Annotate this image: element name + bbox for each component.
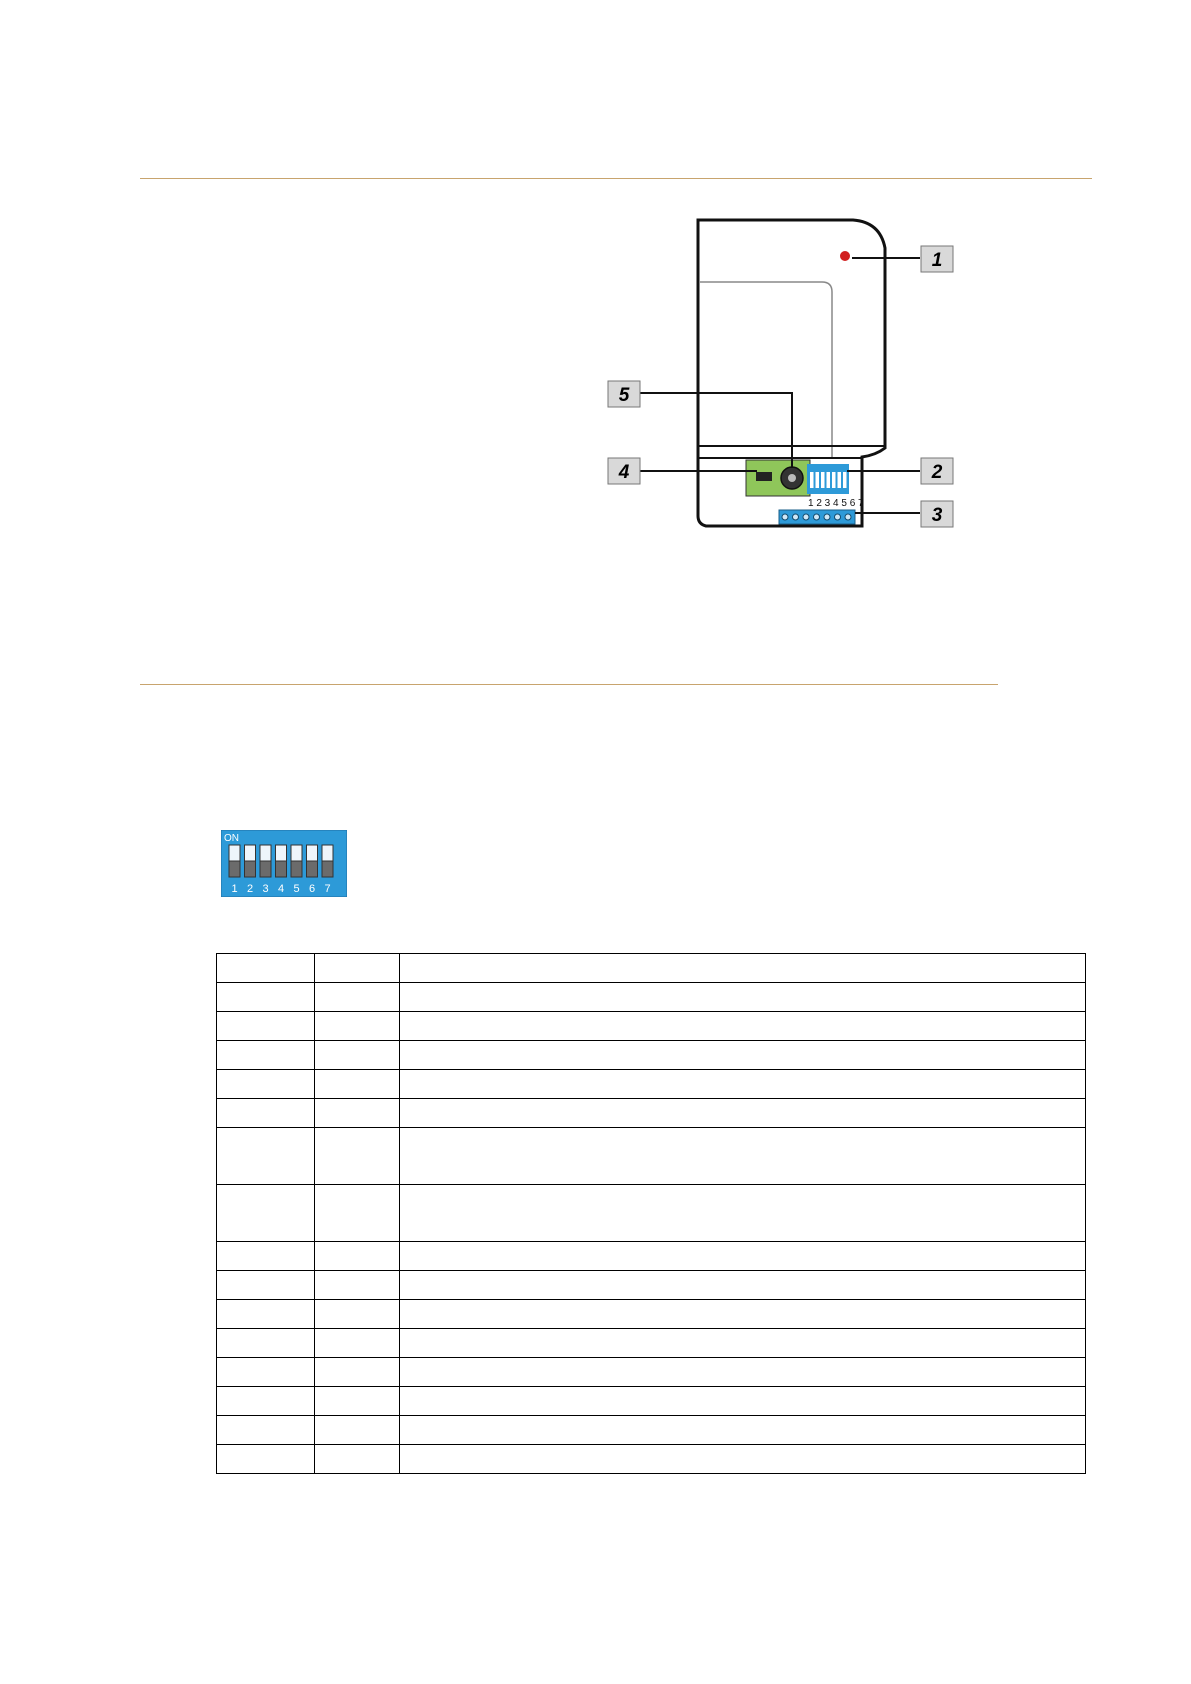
table-cell <box>400 1416 1086 1445</box>
table-row <box>217 1041 1086 1070</box>
terminal-screw <box>845 514 851 520</box>
dip-lever-knob <box>229 861 240 877</box>
dip-number-label: 6 <box>308 883 316 895</box>
table-row <box>217 1242 1086 1271</box>
section-divider-top <box>140 178 1092 179</box>
dip-lever-knob <box>322 861 333 877</box>
table-cell <box>315 1185 400 1242</box>
status-led <box>840 251 850 261</box>
table-cell <box>315 1070 400 1099</box>
dip-number-label: 4 <box>277 883 285 895</box>
terminal-screw <box>835 514 841 520</box>
dip-lever-knob <box>291 861 302 877</box>
svg-text:4: 4 <box>618 462 630 483</box>
mini-dip-numbers: 1 2 3 4 5 6 7 <box>808 498 864 509</box>
table-cell <box>217 1329 315 1358</box>
table-row <box>217 1099 1086 1128</box>
dip-lever-knob <box>245 861 256 877</box>
mini-dip-lever <box>827 472 831 488</box>
callout-5 <box>608 381 640 407</box>
mini-dip-lever <box>810 472 814 488</box>
table-cell <box>400 1041 1086 1070</box>
callout-1 <box>921 246 953 272</box>
dip-switch-illustration <box>221 830 347 897</box>
table-cell <box>315 1358 400 1387</box>
table-cell <box>400 983 1086 1012</box>
terminal-block <box>779 510 855 524</box>
table-row <box>217 1128 1086 1185</box>
table-cell <box>400 1329 1086 1358</box>
table-cell <box>315 1416 400 1445</box>
svg-text:2: 2 <box>931 462 943 483</box>
mini-dip-lever <box>832 472 836 488</box>
table-cell <box>217 954 315 983</box>
svg-text:5: 5 <box>618 385 630 406</box>
table-cell <box>315 983 400 1012</box>
callout-4 <box>608 458 640 484</box>
table-cell <box>315 1012 400 1041</box>
table-cell <box>217 983 315 1012</box>
dip-number-label: 2 <box>246 883 254 895</box>
table-row <box>217 1300 1086 1329</box>
mini-dip-lever <box>821 472 825 488</box>
table-cell <box>400 1242 1086 1271</box>
table-row <box>217 954 1086 983</box>
table-cell <box>217 1041 315 1070</box>
table-cell <box>400 1185 1086 1242</box>
dip-number-label: 3 <box>262 883 269 895</box>
table-cell <box>400 954 1086 983</box>
table-cell <box>217 1242 315 1271</box>
dip-lever-knob <box>276 861 287 877</box>
table-row <box>217 1070 1086 1099</box>
table-cell <box>400 1445 1086 1474</box>
dip-on-label: ON <box>224 833 239 844</box>
table-cell <box>315 1300 400 1329</box>
table-cell <box>217 1185 315 1242</box>
table-cell <box>400 1099 1086 1128</box>
table-cell <box>217 1012 315 1041</box>
terminal-screw <box>793 514 799 520</box>
mini-dip-lever <box>816 472 820 488</box>
table-cell <box>217 1358 315 1387</box>
dip-number-label: 7 <box>324 883 331 895</box>
table-cell <box>217 1416 315 1445</box>
dip-number-label: 1 <box>231 883 238 895</box>
table-cell <box>400 1358 1086 1387</box>
table-row <box>217 1271 1086 1300</box>
callout-2 <box>921 458 953 484</box>
potentiometer-shaft <box>788 474 796 482</box>
terminal-screw <box>782 514 788 520</box>
terminal-screw <box>814 514 820 520</box>
table-cell <box>400 1012 1086 1041</box>
table-cell <box>315 1242 400 1271</box>
mini-dip-lever <box>843 472 847 488</box>
dip-lever-knob <box>307 861 318 877</box>
table-cell <box>315 1329 400 1358</box>
table-row <box>217 1416 1086 1445</box>
table-cell <box>315 1128 400 1185</box>
table-row <box>217 1445 1086 1474</box>
table-cell <box>217 1070 315 1099</box>
section-divider-middle <box>140 684 998 685</box>
table-row <box>217 1358 1086 1387</box>
table-cell <box>400 1070 1086 1099</box>
table-cell <box>217 1387 315 1416</box>
device-diagram <box>600 210 980 540</box>
terminal-screw <box>803 514 809 520</box>
table-row <box>217 1387 1086 1416</box>
mini-dip-switch <box>807 464 849 494</box>
table-cell <box>217 1300 315 1329</box>
callout-3 <box>921 501 953 527</box>
table-cell <box>315 954 400 983</box>
table-cell <box>315 1041 400 1070</box>
table-cell <box>315 1271 400 1300</box>
table-cell <box>400 1271 1086 1300</box>
table-cell <box>315 1387 400 1416</box>
jumper-icon <box>756 472 772 481</box>
table-row <box>217 1012 1086 1041</box>
table-cell <box>217 1271 315 1300</box>
table-row <box>217 1329 1086 1358</box>
svg-text:1: 1 <box>931 250 943 271</box>
dip-number-label: 5 <box>293 883 300 895</box>
table-cell <box>217 1445 315 1474</box>
table-cell <box>217 1099 315 1128</box>
dip-lever-knob <box>260 861 271 877</box>
table-cell <box>315 1099 400 1128</box>
mini-dip-lever <box>838 472 842 488</box>
settings-table <box>216 953 1086 1474</box>
table-cell <box>315 1445 400 1474</box>
svg-text:3: 3 <box>931 505 943 526</box>
table-cell <box>400 1128 1086 1185</box>
table-row <box>217 1185 1086 1242</box>
table-row <box>217 983 1086 1012</box>
terminal-screw <box>824 514 830 520</box>
table-cell <box>400 1300 1086 1329</box>
table-cell <box>217 1128 315 1185</box>
table-cell <box>400 1387 1086 1416</box>
